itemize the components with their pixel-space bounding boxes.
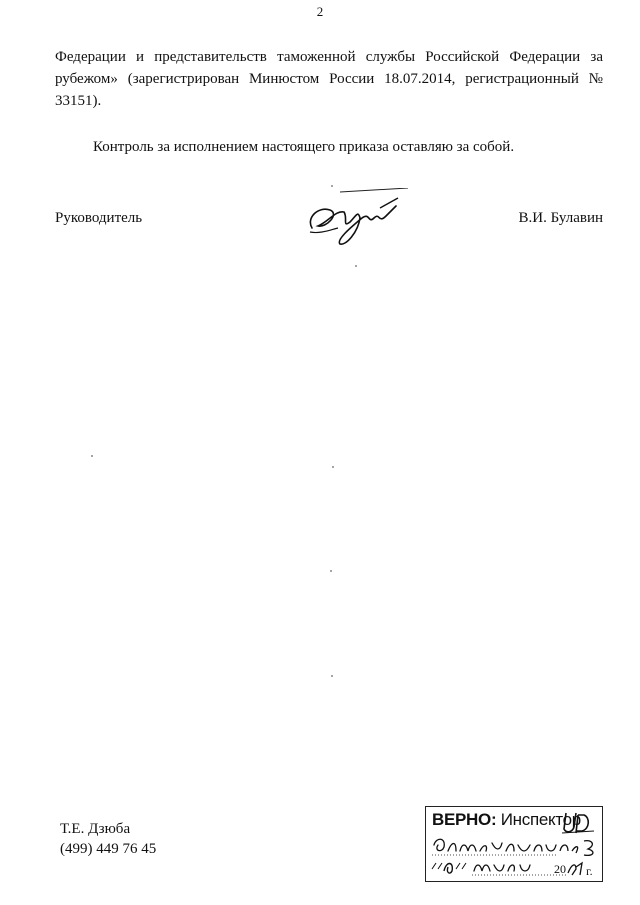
contact-phone: (499) 449 76 45 [60, 841, 157, 857]
handwritten-signature [300, 188, 420, 250]
certification-stamp [425, 806, 603, 882]
contact-name: Т.Е. Дзюба [60, 821, 131, 837]
page-number: 2 [316, 4, 324, 19]
contact-info [60, 819, 156, 859]
signatory-title: Руководитель [55, 210, 143, 226]
stamp-role: Инспектор [500, 810, 581, 829]
stamp-verno: ВЕРНО: [432, 810, 497, 829]
scan-speck [332, 466, 334, 468]
svg-text:г.: г. [586, 864, 593, 878]
stamp-handwriting [426, 807, 604, 883]
svg-text:20: 20 [554, 862, 566, 876]
paragraph-control-statement: Контроль за исполнением настоящего приказа оставляю за собой. [93, 139, 515, 155]
scan-speck [91, 455, 93, 457]
scan-speck [330, 570, 332, 572]
signatory-name: В.И. Булавин [518, 210, 603, 226]
signature-block [55, 210, 603, 250]
scan-speck [331, 185, 333, 187]
scan-speck [331, 675, 333, 677]
paragraph-regulation-reference: Федерации и представительств таможенной службы Российской Федерации за рубежом» (зарегистрирован Минюстом России 18.07.2014, регистрационный № 33151). [55, 49, 603, 109]
scan-speck [355, 265, 357, 267]
